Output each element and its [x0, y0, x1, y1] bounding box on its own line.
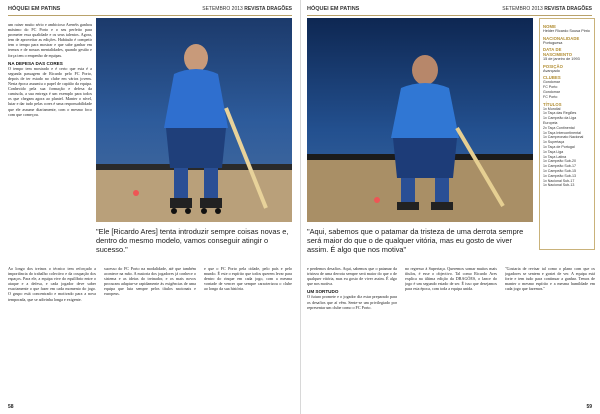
titulos-list	[543, 107, 591, 189]
sidebar-value-nome: Helder Ricardo Sousa Pinto	[543, 29, 590, 33]
list-item: 1x Taça das Regiões	[543, 111, 577, 116]
list-item: 1x Nacional Sub-17	[543, 178, 575, 183]
photo-illustration	[96, 18, 292, 222]
list-item: 1x Campeão Sub-13	[543, 173, 576, 178]
sidebar-value-posicao: Avançado	[543, 68, 560, 73]
pull-quote: "Ele [Ricardo Ares] tenta introduzir sempre coisas novas e, dentro do mesmo modelo, vamos conseguir atingir o sucesso."	[96, 227, 289, 254]
list-item: Gondomar	[543, 89, 560, 94]
sidebar-label-posicao: POSIÇÃO	[543, 63, 564, 69]
magazine-name: REVISTA DRAGÕES	[244, 6, 292, 12]
sidebar-label-nacionalidade: NACIONALIDADE	[543, 35, 580, 41]
article-column	[8, 22, 92, 222]
subheading: NA DEFESA DAS CORES	[8, 60, 63, 66]
list-item: Gondomar	[543, 80, 560, 85]
lower-column-3	[505, 266, 595, 404]
lower-columns	[8, 266, 292, 404]
clubes-list	[543, 80, 591, 99]
list-item: 1x Campeão da Liga Europeia	[543, 116, 577, 125]
lower-columns	[307, 266, 595, 404]
list-item: FC Porto	[543, 94, 558, 99]
issue-date: SETEMBRO 2013	[202, 6, 243, 12]
header-issue	[202, 6, 292, 12]
lower-column-2	[104, 266, 196, 404]
list-item: 1x Campeão Sub-17	[543, 164, 576, 169]
header-issue	[502, 6, 592, 12]
list-item: 1x Taça de Portugal	[543, 144, 575, 149]
photo-illustration	[307, 18, 533, 222]
action-photo	[96, 18, 292, 222]
list-item: 1x Taça Liga	[543, 149, 564, 154]
sidebar-value-nacionalidade: Portuguesa	[543, 40, 563, 45]
list-item: 1x Taça Intercontinental	[543, 130, 581, 135]
intro-paragraph: um raiser muito sério e ambicioso Arenéis ganhou máximo do FC Porto e o seu perfeito para prometer essa qualidade e os seus talentos. Agora, tem de aproveitar as edições. Habituão é competir tem o tempo para mostrar e que sabe ganhar em termos e de nossas mentalidades, quando gestão e força tem o empenho de equipas.	[8, 22, 92, 58]
header-rule	[8, 15, 292, 16]
lower-column-1	[8, 266, 96, 404]
lower-column-1	[307, 266, 397, 404]
list-item: 1x Mundial	[543, 106, 561, 111]
list-item: 1x Nacional Sub-13	[543, 183, 575, 188]
profile-sidebar	[539, 18, 595, 250]
subheading: UM SORTUDO	[307, 289, 339, 295]
right-page	[300, 0, 600, 414]
list-item: 1x Supertaça	[543, 140, 565, 145]
section-title: HÓQUEI EM PATINS	[8, 6, 61, 12]
column-text: sucesso do FC Porto na modalidade, até que também acontece na mão. A maioria dos jogadores já conhece o sistema e as ideias do treinador, e os mais novos procuram adaptar-se rapidamente às exigências de uma equipa que luta sempre pelos títulos nacionais e europeus.	[104, 266, 196, 297]
sidebar-label-nome: NOME	[543, 24, 556, 29]
column-text: no regresso à Supertaça. Queremos somar muitos mais títulos, é esse o objectivo. Tal como Ricardo Ares explica na última edição da DRAGÕES, o lance do jogo é um segundo estado de ser. É isso que desejamos para esta época, com toda a equipa unida.	[405, 266, 497, 292]
list-item: FC Porto	[543, 85, 558, 90]
list-item: 1x Campeão Sub-20	[543, 159, 576, 164]
pull-quote: "Aqui, sabemos que o patamar da tristeza de uma derrota sempre será maior do que o de qualquer vitória, mas eu gosto de viver assim. É algo que nos motiva"	[307, 227, 524, 254]
column-text: "Gostaria de revisar tal como o plano com que os jogadores se sentem e gostei de ver. A equipa está forte e tem tudo para continuar a ganhar. Temos de manter o mesmo espírito e a mesma humildade em cada jogo que fazemos."	[505, 266, 595, 292]
issue-date: SETEMBRO 2013	[502, 6, 543, 12]
sidebar-label-clubes: CLUBES	[543, 75, 561, 81]
sidebar-label-nascimento: DATA DE NASCIMENTO	[543, 47, 573, 58]
section-title: HÓQUEI EM PATINS	[307, 6, 360, 12]
portrait-photo	[307, 18, 533, 222]
column-text: e perdemos desafios. Aqui, sabemos que o patamar da tristeza de uma derrota sempre será maior do que o de qualquer vitória, mas eu gosto de viver assim. É algo que nos motiva.	[307, 266, 397, 287]
column-text: e que o FC Porto pela cidade, pelo país e pelo mundo. É este o espírito que todos querem levar para dentro do rinque em cada jogo, com a mesma vontade de vencer que sempre caracterizou o clube ao longo da sua história.	[204, 266, 292, 292]
page-number: 59	[586, 404, 592, 410]
list-item: 1x Taça Latina	[543, 154, 567, 159]
list-item: 1x Campeonato Nacional	[543, 135, 584, 140]
sidebar-value-nascimento: 15 de janeiro de 1993	[543, 57, 580, 62]
magazine-name: REVISTA DRAGÕES	[544, 6, 592, 12]
list-item: 1x Campeão Sub-15	[543, 168, 576, 173]
body-paragraph: O tempo tem mostrado e é certo que esta é a segunda passagem de Ricardo pelo FC Porto, depois de ter estado no clube em vários jovens. Nesta época assumiu o papel de capitão da equipa. Conhecido pela sua formação e defesa da camisola, a sua entrega é um exemplo para todos os que chegam agora ao plantel. Manter o nível, lutar e dar tudo pelas cores é uma responsabilidade que ele assume diariamente, com o mesmo foco com que começou.	[8, 65, 92, 117]
column-text: O futuro promete e o jogador diz estar preparado para os desafios que aí vêm. Sente-se um privilegiado por representar um clube como o FC Porto.	[307, 294, 397, 310]
lower-column-2	[405, 266, 497, 404]
page-number: 58	[8, 404, 14, 410]
lower-column-3	[204, 266, 292, 404]
sidebar-label-titulos: TÍTULOS	[543, 101, 562, 107]
column-text: Ao longo dos treinos o técnico tem reforçado a importância do trabalho colectivo e da ocupação dos espaços. Para ele, a equipa vive do equilíbrio entre o ataque e a defesa, e cada jogador deve saber exactamente o que fazer em cada momento do jogo. O grupo está concentrado e motivado para a nova temporada, que se adivinha longa e exigente.	[8, 266, 96, 302]
header-rule	[307, 15, 592, 16]
list-item: 2x Taça Continental	[543, 125, 575, 130]
